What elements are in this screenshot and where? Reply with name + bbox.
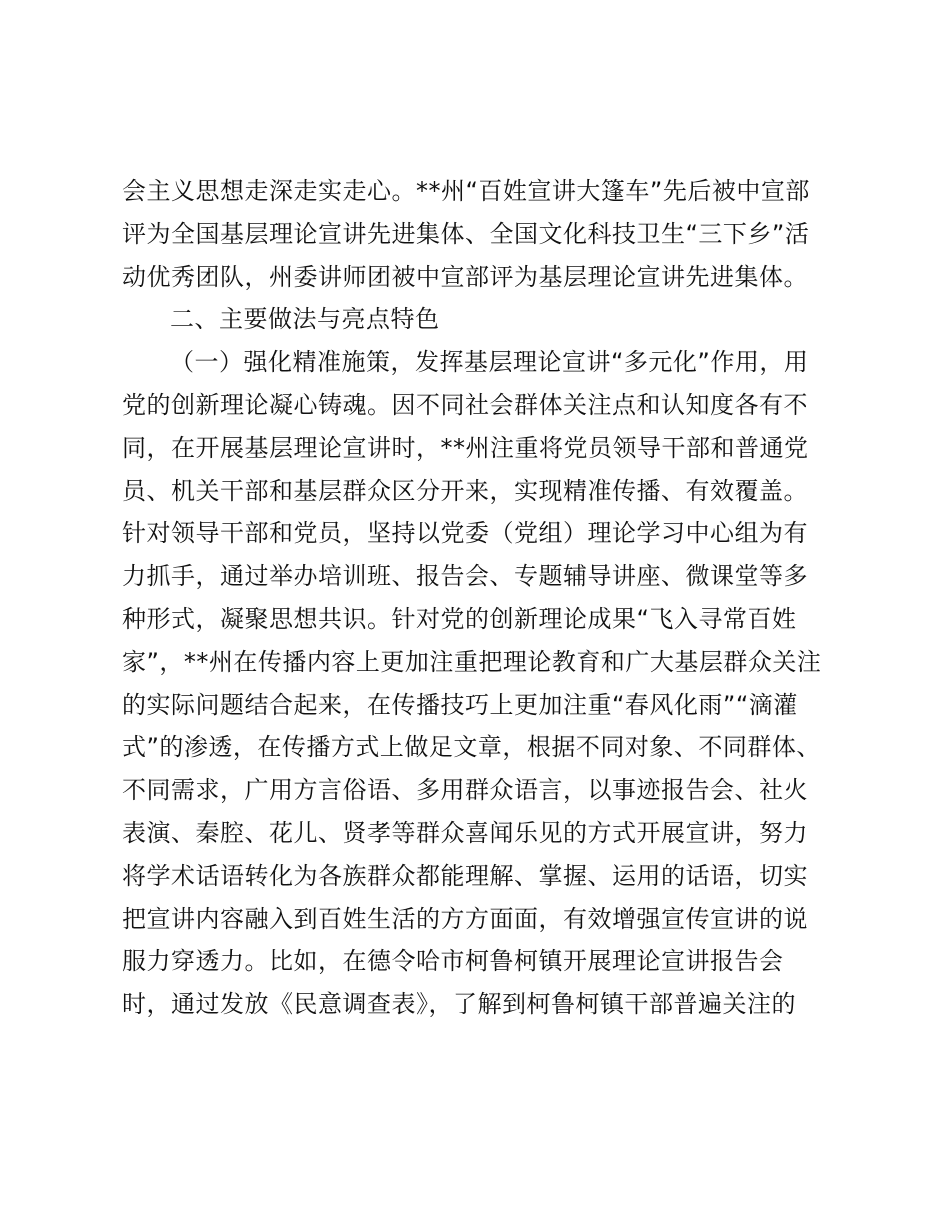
body-line-14: 式”的渗透，在传播方式上做足文章，根据不同对象、不同群体、 — [122, 733, 821, 762]
body-line-17: 将学术话语转化为各族群众都能理解、掌握、运用的话语，切实 — [122, 861, 808, 890]
body-line-3: 动优秀团队，州委讲师团被中宣部评为基层理论宣讲先进集体。 — [122, 262, 808, 291]
section-heading: 二、主要做法与亮点特色 — [170, 305, 440, 334]
body-line-18: 把宣讲内容融入到百姓生活的方方面面，有效增强宣传宣讲的说 — [122, 904, 808, 933]
body-line-1: 会主义思想走深走实走心。**州“百姓宣讲大篷车”先后被中宣部 — [122, 177, 810, 205]
body-line-9: 针对领导干部和党员，坚持以党委（党组）理论学习中心组为有 — [122, 519, 808, 548]
body-line-8: 员、机关干部和基层群众区分开来，实现精准传播、有效覆盖。 — [122, 476, 808, 505]
body-line-20: 时，通过发放《民意调查表》，了解到柯鲁柯镇干部普遍关注的 — [122, 990, 796, 1019]
body-line-13: 的实际问题结合起来，在传播技巧上更加注重“春风化雨”“滴灌 — [122, 690, 798, 719]
document-body — [122, 170, 837, 1026]
subsection-heading-line: （一）强化精准施策，发挥基层理论宣讲“多元化”作用，用 — [170, 348, 809, 377]
body-line-2: 评为全国基层理论宣讲先进集体、全国文化科技卫生“三下乡”活 — [122, 219, 810, 248]
body-line-7: 同，在开展基层理论宣讲时，**州注重将党员领导干部和普通党 — [122, 433, 809, 462]
body-line-16: 表演、秦腔、花儿、贤孝等群众喜闻乐见的方式开展宣讲，努力 — [122, 818, 808, 847]
body-line-6: 党的创新理论凝心铸魂。因不同社会群体关注点和认知度各有不 — [122, 390, 808, 419]
body-line-11: 种形式，凝聚思想共识。针对党的创新理论成果“飞入寻常百姓 — [122, 604, 797, 633]
body-line-10: 力抓手，通过举办培训班、报告会、专题辅导讲座、微课堂等多 — [122, 562, 808, 591]
body-line-19: 服力穿透力。比如，在德令哈市柯鲁柯镇开展理论宣讲报告会 — [122, 947, 784, 976]
body-line-12: 家”，**州在传播内容上更加注重把理论教育和广大基层群众关注 — [122, 647, 822, 676]
body-line-15: 不同需求，广用方言俗语、多用群众语言，以事迹报告会、社火 — [122, 776, 808, 805]
